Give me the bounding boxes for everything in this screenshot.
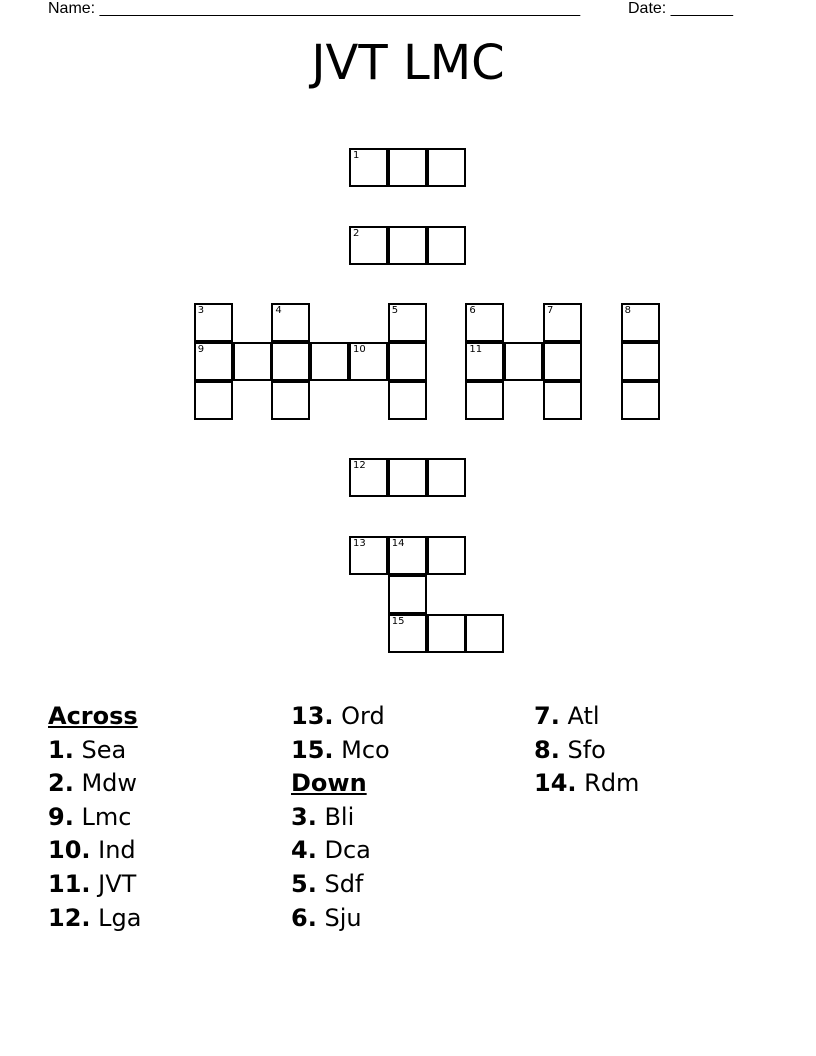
clue-column xyxy=(534,700,639,801)
grid-cell[interactable] xyxy=(427,148,466,187)
grid-cell[interactable] xyxy=(388,303,427,342)
grid-cell[interactable] xyxy=(427,458,466,497)
cell-number: 1 xyxy=(353,150,360,161)
grid-cell[interactable] xyxy=(388,342,427,381)
grid-cell[interactable] xyxy=(465,381,504,420)
grid-cell[interactable] xyxy=(310,342,349,381)
clue-item xyxy=(534,734,639,768)
grid-cell[interactable] xyxy=(427,536,466,575)
clue-item xyxy=(48,868,141,902)
clue-number: 9. xyxy=(48,802,74,831)
clue-number: 7. xyxy=(534,702,560,730)
clue-text: Ind xyxy=(90,836,136,865)
grid-cell[interactable] xyxy=(349,226,388,265)
clue-text: Dca xyxy=(316,836,371,865)
clue-item xyxy=(291,902,390,936)
grid-cell[interactable] xyxy=(465,342,504,381)
grid-cell[interactable] xyxy=(543,381,582,420)
grid-cell[interactable] xyxy=(465,614,504,653)
grid-cell[interactable] xyxy=(388,148,427,187)
grid-cell[interactable] xyxy=(621,381,660,420)
clue-number: 10. xyxy=(48,836,91,865)
clue-item xyxy=(534,767,639,801)
cell-number: 5 xyxy=(391,305,399,317)
grid-cell[interactable] xyxy=(271,342,310,381)
clue-text: Mdw xyxy=(73,769,138,798)
clue-number: 15. xyxy=(291,735,334,764)
grid-cell[interactable] xyxy=(388,614,427,653)
cell-number: 9 xyxy=(197,344,205,355)
cell-number: 6 xyxy=(469,305,476,317)
grid-cell[interactable] xyxy=(349,148,388,187)
grid-cell[interactable] xyxy=(271,303,310,342)
clue-number: 14. xyxy=(534,769,577,798)
grid-cell[interactable] xyxy=(427,226,466,265)
grid-cell[interactable] xyxy=(349,342,388,381)
clue-item xyxy=(48,801,141,835)
cell-number: 10 xyxy=(353,344,366,355)
grid-cell[interactable] xyxy=(427,614,466,653)
clue-item xyxy=(48,734,141,768)
cell-number: 3 xyxy=(197,305,205,317)
cell-number: 12 xyxy=(353,460,366,472)
clue-number: 1. xyxy=(48,735,74,764)
cell-number: 8 xyxy=(624,305,631,317)
clue-column xyxy=(48,700,141,935)
clue-number: 11. xyxy=(48,869,91,898)
cell-number: 7 xyxy=(547,305,554,317)
cell-number: 4 xyxy=(275,305,282,317)
clue-number: 6. xyxy=(291,903,317,932)
date-label: Date: xyxy=(628,0,667,17)
grid-cell[interactable] xyxy=(349,536,388,575)
clue-number: 5. xyxy=(291,869,317,898)
clue-text: Ord xyxy=(333,702,385,730)
clue-item xyxy=(48,767,141,801)
clue-item xyxy=(291,868,390,902)
grid-cell[interactable] xyxy=(388,536,427,575)
grid-cell[interactable] xyxy=(388,226,427,265)
clue-column xyxy=(291,700,390,935)
clue-item xyxy=(48,902,141,936)
grid-cell[interactable] xyxy=(194,381,233,420)
clue-text: Rdm xyxy=(576,769,640,798)
cell-number: 14 xyxy=(391,538,405,549)
cell-number: 2 xyxy=(353,227,360,239)
clue-text: Sea xyxy=(73,735,127,764)
grid-cell[interactable] xyxy=(349,458,388,497)
cell-number: 11 xyxy=(469,344,483,355)
clue-item xyxy=(291,734,390,768)
clue-text: Lga xyxy=(90,903,142,932)
clue-text: Lmc xyxy=(73,802,132,831)
grid-cell[interactable] xyxy=(388,381,427,420)
cell-number: 15 xyxy=(391,615,405,627)
clue-text: JVT xyxy=(90,869,137,898)
clue-number: 13. xyxy=(291,702,334,730)
clue-text: Atl xyxy=(559,702,600,730)
grid-cell[interactable] xyxy=(233,342,272,381)
clue-text: Sju xyxy=(316,903,362,932)
clue-number: 3. xyxy=(291,802,317,831)
clue-item xyxy=(534,700,639,734)
clue-text: Sdf xyxy=(316,869,364,898)
page-title: JVT LMC xyxy=(311,35,505,91)
clue-number: 4. xyxy=(291,836,317,865)
grid-cell[interactable] xyxy=(621,342,660,381)
name-label: Name: xyxy=(48,0,96,17)
clue-heading: Across xyxy=(48,702,138,730)
grid-cell[interactable] xyxy=(271,381,310,420)
clue-item xyxy=(291,801,390,835)
grid-cell[interactable] xyxy=(465,303,504,342)
clue-item xyxy=(48,834,141,868)
name-blank: ______________________________________________________ xyxy=(99,0,581,17)
grid-cell[interactable] xyxy=(388,458,427,497)
clue-item xyxy=(291,700,390,734)
clue-number: 8. xyxy=(534,735,560,764)
clue-heading: Down xyxy=(291,769,367,798)
clue-text: Sfo xyxy=(559,735,606,764)
clue-text: Mco xyxy=(333,735,390,764)
clue-number: 12. xyxy=(48,903,91,932)
date-blank: _______ xyxy=(670,0,733,17)
grid-cell[interactable] xyxy=(621,303,660,342)
grid-cell[interactable] xyxy=(194,303,233,342)
clue-number: 2. xyxy=(48,769,74,798)
grid-cell[interactable] xyxy=(388,575,427,614)
grid-cell[interactable] xyxy=(543,342,582,381)
grid-cell[interactable] xyxy=(543,303,582,342)
cell-number: 13 xyxy=(353,538,366,549)
clue-text: Bli xyxy=(316,802,355,831)
clue-item xyxy=(291,834,390,868)
grid-cell[interactable] xyxy=(194,342,233,381)
grid-cell[interactable] xyxy=(504,342,543,381)
